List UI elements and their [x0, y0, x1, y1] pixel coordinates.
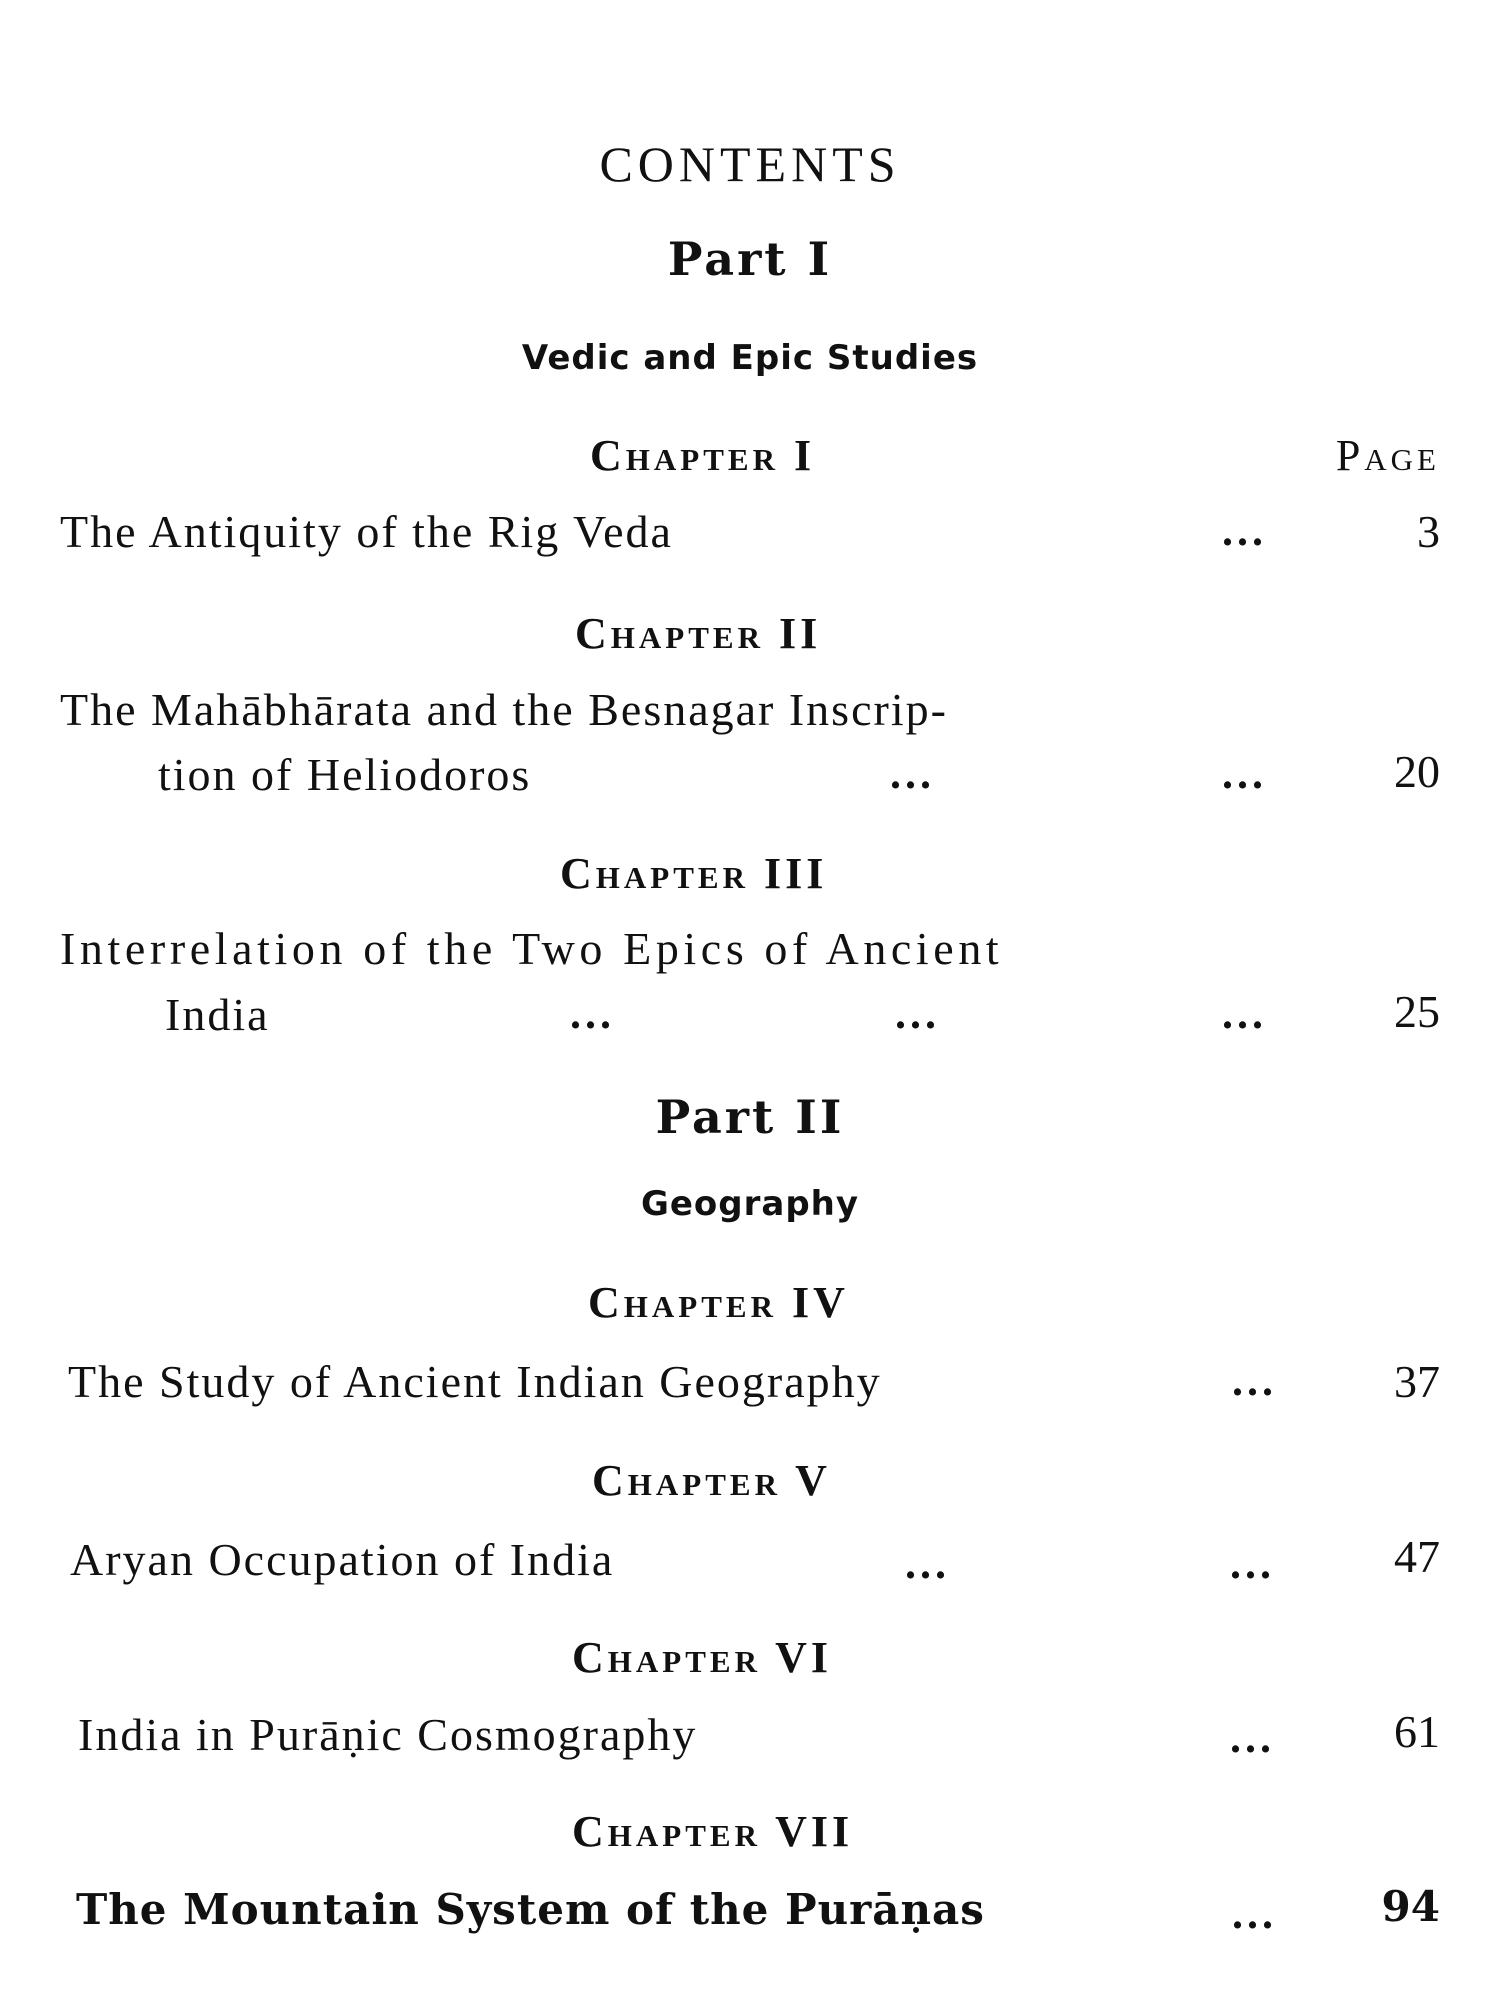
chapter-5-leader-1: ...	[905, 1539, 950, 1588]
part-2-subtitle: Geography	[640, 1184, 860, 1224]
chapter-1-title: The Antiquity of the Rig Veda	[60, 506, 673, 557]
chapter-5-heading: Chapter V	[592, 1456, 831, 1505]
chapter-3-title-line-2: India	[165, 989, 270, 1040]
chapter-1-leader: ...	[1222, 506, 1267, 555]
chapter-7-title: The Mountain System of the Purāṇas	[76, 1885, 985, 1934]
chapter-2-heading: Chapter II	[575, 609, 822, 658]
chapter-1-heading: Chapter I	[590, 431, 816, 480]
chapter-1-page: 3	[1417, 506, 1440, 557]
chapter-3-leader-2: ...	[895, 989, 940, 1038]
chapter-3-leader-3: ...	[1222, 989, 1267, 1038]
chapter-2-page: 20	[1394, 746, 1440, 797]
chapter-6-heading: Chapter VI	[572, 1633, 833, 1682]
chapter-7-page: 94	[1381, 1882, 1440, 1931]
chapter-4-heading: Chapter IV	[588, 1278, 849, 1327]
chapter-4-title: The Study of Ancient Indian Geography	[68, 1356, 882, 1407]
chapter-2-leader-2: ...	[1222, 749, 1267, 798]
chapter-6-leader: ...	[1230, 1713, 1275, 1762]
page-column-label: Page	[1335, 431, 1440, 480]
chapter-5-leader-2: ...	[1230, 1539, 1275, 1588]
contents-title: CONTENTS	[599, 136, 901, 192]
chapter-2-title-line-2: tion of Heliodoros	[158, 749, 532, 800]
chapter-4-leader: ...	[1232, 1356, 1277, 1405]
chapter-7-leader: ...	[1232, 1889, 1277, 1938]
part-1-heading: Part I	[667, 232, 833, 286]
chapter-3-title-line-1: Interrelation of the Two Epics of Ancient	[60, 923, 1004, 974]
chapter-5-page: 47	[1394, 1531, 1440, 1582]
chapter-2-leader-1: ...	[890, 749, 935, 798]
part-2-heading: Part II	[655, 1090, 845, 1144]
chapter-6-page: 61	[1394, 1706, 1440, 1757]
chapter-3-page: 25	[1394, 986, 1440, 1037]
chapter-3-heading: Chapter III	[560, 849, 828, 898]
chapter-3-leader-1: ...	[570, 989, 615, 1038]
part-1-subtitle: Vedic and Epic Studies	[521, 338, 979, 378]
chapter-4-page: 37	[1394, 1356, 1440, 1407]
chapter-2-title-line-1: The Mahābhārata and the Besnagar Inscrip-	[60, 684, 948, 735]
chapter-5-title: Aryan Occupation of India	[70, 1534, 615, 1585]
chapter-7-heading: Chapter VII	[572, 1807, 854, 1856]
chapter-6-title: India in Purāṇic Cosmography	[78, 1709, 698, 1760]
